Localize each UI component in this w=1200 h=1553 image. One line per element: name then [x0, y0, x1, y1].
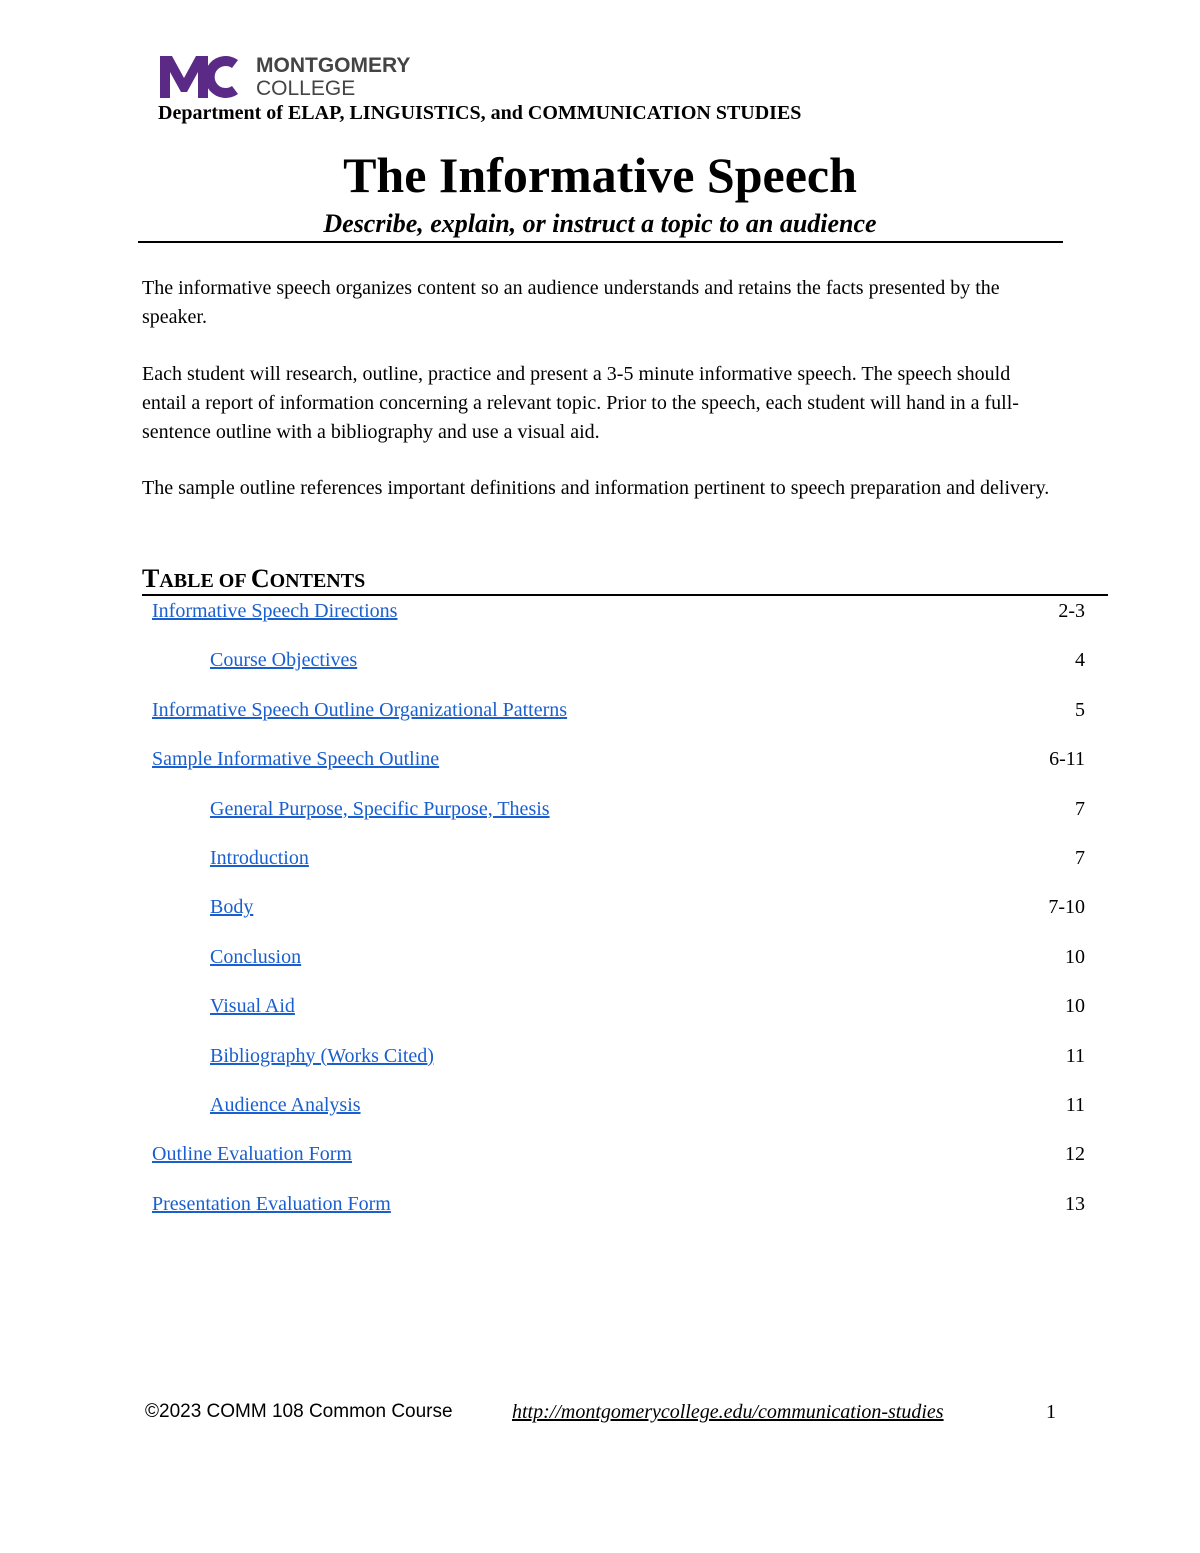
toc-row: [150, 697, 1085, 746]
logo-c-mark: [205, 56, 238, 98]
toc-divider: [142, 594, 1108, 596]
toc-link-purpose-thesis[interactable]: General Purpose, Specific Purpose, Thesis: [210, 797, 550, 820]
page-subtitle: Describe, explain, or instruct a topic to an audience: [323, 209, 877, 238]
title-divider: [138, 241, 1063, 243]
logo-line2: COLLEGE: [256, 77, 356, 100]
toc-row: [150, 845, 1085, 894]
toc-row: [150, 1141, 1085, 1190]
toc-page-number: 5: [1075, 698, 1085, 721]
toc-link-presentation-evaluation-form[interactable]: Presentation Evaluation Form: [152, 1192, 391, 1215]
toc-page-number: 4: [1075, 649, 1085, 672]
toc-heading: TABLE OF CONTENTS: [142, 564, 366, 593]
toc-link-audience-analysis[interactable]: Audience Analysis: [210, 1093, 361, 1116]
toc-page-number: 11: [1065, 1044, 1085, 1067]
intro-paragraph-2: Each student will research, outline, practice and present a 3-5 minute informative speech. The speech should entail a report of information concerning a relevant topic. Prior to the speech, each student will hand in a full-sentence outline with a bibliography and use a visual aid.: [142, 363, 1019, 443]
toc-link-introduction[interactable]: Introduction: [210, 846, 309, 869]
logo-m-mark: [160, 56, 208, 98]
toc-page-number: 10: [1065, 945, 1085, 968]
department-name: Department of ELAP, LINGUISTICS, and COMMUNICATION STUDIES: [158, 102, 802, 124]
toc-page-number: 7-10: [1048, 896, 1085, 919]
toc-page-number: 7: [1075, 846, 1085, 869]
toc-row: [150, 1191, 1085, 1240]
toc-row: [150, 746, 1085, 795]
toc-row: [150, 647, 1085, 696]
intro-paragraph-3: The sample outline references important definitions and information pertinent to speech preparation and delivery.: [142, 477, 1050, 499]
footer-page-number: 1: [1046, 1401, 1056, 1423]
toc-link-outline-evaluation-form[interactable]: Outline Evaluation Form: [152, 1143, 352, 1166]
toc-link-bibliography[interactable]: Bibliography (Works Cited): [210, 1044, 434, 1067]
footer-course: ©2023 COMM 108 Common Course: [145, 1401, 453, 1422]
toc-row: [150, 1043, 1085, 1092]
footer-url-link[interactable]: http://montgomerycollege.edu/communication-studies: [512, 1401, 944, 1423]
page-title: The Informative Speech: [343, 147, 857, 203]
toc-page-number: 11: [1065, 1093, 1085, 1116]
toc-page-number: 2-3: [1058, 600, 1085, 622]
toc-page-number: 12: [1065, 1143, 1085, 1166]
toc-page-number: 13: [1065, 1192, 1085, 1215]
toc-row: [150, 796, 1085, 845]
toc-link-sample-outline[interactable]: Sample Informative Speech Outline: [152, 748, 440, 771]
toc-row: [150, 598, 1085, 647]
montgomery-college-logo: [158, 48, 438, 104]
toc-link-conclusion[interactable]: Conclusion: [210, 945, 302, 968]
toc-page-number: 7: [1075, 797, 1085, 820]
toc-link-organizational-patterns[interactable]: Informative Speech Outline Organizational Patterns: [152, 698, 568, 721]
table-of-contents: [150, 598, 1085, 1240]
toc-link-course-objectives[interactable]: Course Objectives: [210, 649, 358, 672]
intro-paragraph-1: The informative speech organizes content so an audience understands and retains the facts presented by the speaker.: [142, 277, 1000, 328]
toc-row: [150, 894, 1085, 943]
toc-row: [150, 993, 1085, 1042]
toc-page-number: 10: [1065, 995, 1085, 1018]
logo-line1: MONTGOMERY: [256, 54, 411, 77]
toc-row: [150, 1092, 1085, 1141]
toc-link-visual-aid[interactable]: Visual Aid: [210, 995, 295, 1018]
toc-link-body[interactable]: Body: [210, 896, 254, 919]
toc-page-number: 6-11: [1049, 748, 1085, 771]
toc-link-informative-speech-directions[interactable]: Informative Speech Directions: [152, 600, 398, 622]
toc-row: [150, 944, 1085, 993]
